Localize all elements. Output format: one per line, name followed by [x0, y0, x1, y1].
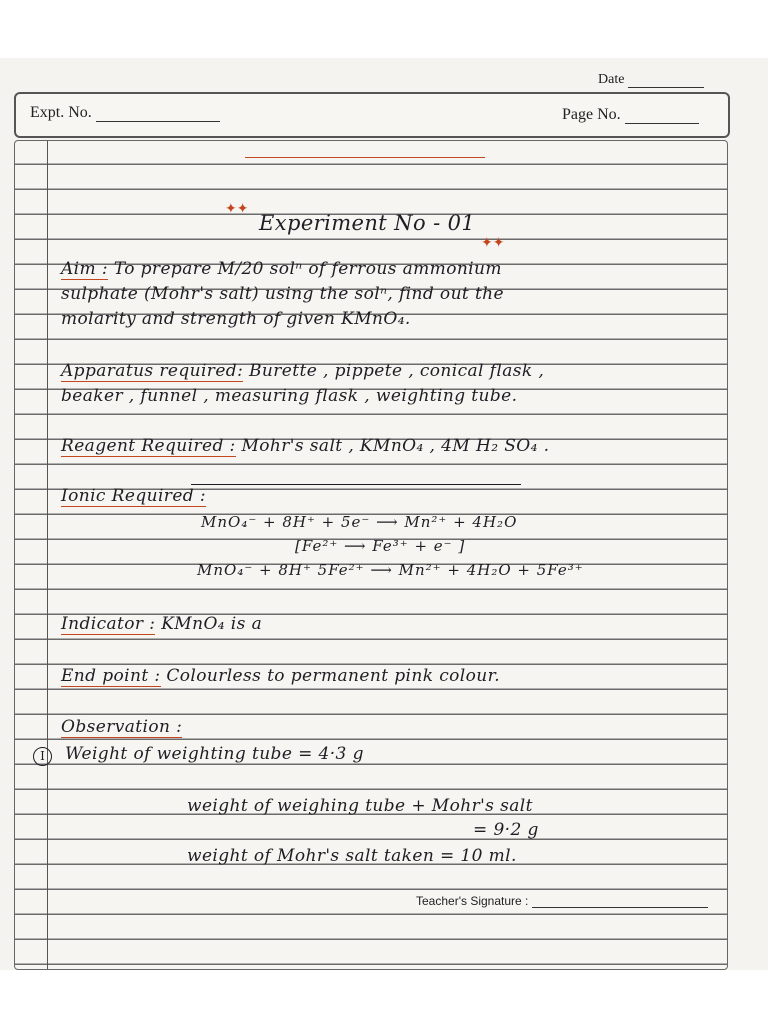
endpoint-label: End point : — [61, 666, 161, 686]
notebook-page — [0, 58, 768, 970]
margin-line — [47, 141, 48, 969]
title-underline — [245, 157, 485, 158]
ionic-equation-1: MnO₄⁻ + 8H⁺ + 5e⁻ ⟶ Mn²⁺ + 4H₂O — [201, 513, 518, 531]
date-blank-line — [628, 87, 704, 88]
apparatus-label: Apparatus required: — [61, 361, 244, 381]
page-no-label: Page No. — [562, 106, 621, 123]
indicator-label: Indicator : — [61, 614, 156, 634]
aim-label: Aim : — [61, 259, 108, 279]
date-field — [598, 72, 704, 88]
ionic-label: Ionic Required : — [61, 486, 206, 506]
teacher-signature-field — [416, 894, 708, 908]
expt-no-field — [30, 104, 220, 122]
apparatus-text-2: beaker , funnel , measuring flask , weighting tube. — [61, 386, 518, 406]
sparkle-icon: ✦✦ — [225, 201, 249, 217]
ionic-line — [61, 486, 206, 506]
ionic-equation-3: MnO₄⁻ + 8H⁺ 5Fe²⁺ ⟶ Mn²⁺ + 4H₂O + 5Fe³⁺ — [197, 561, 584, 579]
aim-text-3: molarity and strength of given KMnO₄. — [61, 309, 411, 329]
aim-text-2: sulphate (Mohr's salt) using the solⁿ, find out the — [61, 284, 504, 304]
date-label: Date — [598, 72, 625, 87]
observation-label: Observation : — [61, 717, 183, 737]
page-no-field — [562, 106, 699, 124]
expt-no-label: Expt. No. — [30, 104, 92, 121]
apparatus-line-1 — [61, 361, 544, 381]
aim-text-1: To prepare M/20 solⁿ of ferrous ammonium — [113, 259, 502, 279]
observation-text-1: Weight of weighting tube = 4·3 g — [65, 744, 364, 764]
endpoint-text: Colourless to permanent pink colour. — [166, 666, 501, 686]
ionic-equation-2: [Fe²⁺ ⟶ Fe³⁺ + e⁻ ] — [295, 537, 466, 555]
ruled-writing-area — [14, 140, 728, 970]
observation-text-4: weight of Mohr's salt taken = 10 ml. — [187, 846, 517, 866]
equation-sum-line — [191, 484, 521, 485]
teacher-signature-blank-line — [532, 907, 708, 908]
indicator-line — [61, 614, 262, 634]
teacher-signature-label: Teacher's Signature : — [416, 894, 529, 908]
apparatus-text-1: Burette , pippete , conical flask , — [249, 361, 545, 381]
aim-line-1 — [61, 259, 502, 279]
reagent-text: Mohr's salt , KMnO₄ , 4M H₂ SO₄ . — [241, 436, 550, 456]
observation-line — [61, 717, 182, 737]
expt-no-blank-line — [96, 121, 220, 122]
reagent-line — [61, 436, 549, 456]
header-box — [14, 92, 730, 138]
endpoint-line — [61, 666, 500, 686]
indicator-text: KMnO₄ is a — [161, 614, 263, 634]
sparkle-icon: ✦✦ — [481, 235, 505, 251]
observation-text-2: weight of weighing tube + Mohr's salt — [187, 796, 533, 816]
reagent-label: Reagent Required : — [61, 436, 236, 456]
item-marker: I — [33, 747, 52, 766]
page-no-blank-line — [625, 123, 699, 124]
observation-text-3: = 9·2 g — [473, 820, 539, 840]
page-title: Experiment No - 01 — [259, 211, 476, 235]
